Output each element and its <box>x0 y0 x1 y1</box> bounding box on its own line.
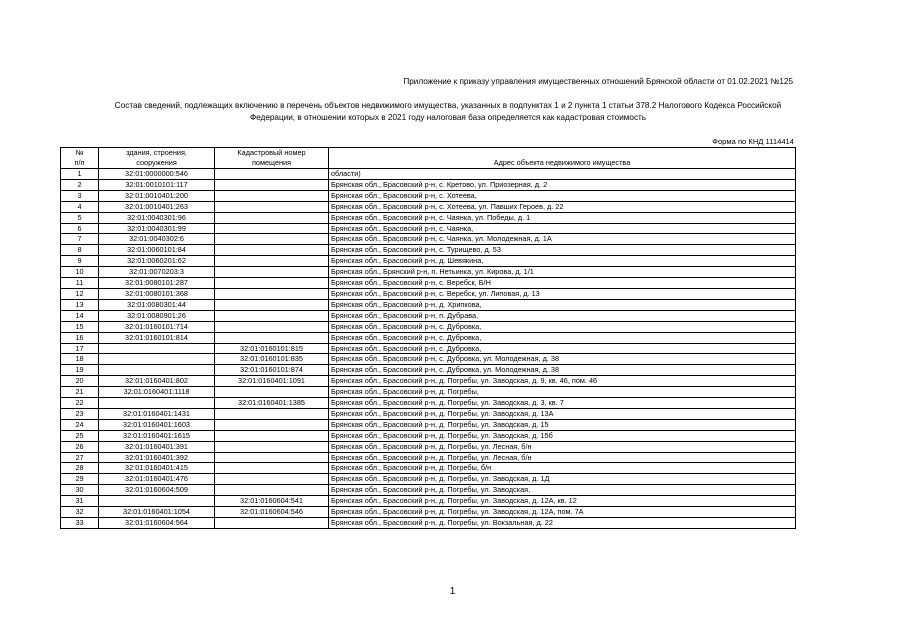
room-cadastral-cell: 32:01:0160604:541 <box>215 496 329 507</box>
address-cell: Брянская обл., Брасовский р-н, д. Погребы, ул. Вокзальная, д. 22 <box>329 518 796 529</box>
table-row <box>61 190 796 201</box>
row-number-cell: 30 <box>61 485 99 496</box>
room-cadastral-cell <box>215 463 329 474</box>
room-cadastral-cell <box>215 518 329 529</box>
room-cadastral-cell <box>215 256 329 267</box>
address-cell: Брянская обл., Брасовский р-н, д. Погребы, ул. Заводская, д. 1Д <box>329 474 796 485</box>
row-number-cell: 33 <box>61 518 99 529</box>
table-row <box>61 452 796 463</box>
building-cadastral-cell: 32:01:0160401:392 <box>99 452 215 463</box>
table-row <box>61 234 796 245</box>
row-number-cell: 22 <box>61 398 99 409</box>
table-row <box>61 278 796 289</box>
header-address-top <box>329 148 796 159</box>
row-number-cell: 24 <box>61 419 99 430</box>
table-row <box>61 256 796 267</box>
building-cadastral-cell: 32:01:0060101:84 <box>99 245 215 256</box>
building-cadastral-cell: 32:01:0160401:391 <box>99 441 215 452</box>
table-row <box>61 441 796 452</box>
room-cadastral-cell <box>215 310 329 321</box>
building-cadastral-cell: 32:01:0160401:802 <box>99 376 215 387</box>
address-cell: области) <box>329 169 796 180</box>
building-cadastral-cell <box>99 343 215 354</box>
building-cadastral-cell: 32:01:0160101:814 <box>99 332 215 343</box>
building-cadastral-cell: 32:01:0060201:62 <box>99 256 215 267</box>
building-cadastral-cell: 32:01:0160604:509 <box>99 485 215 496</box>
address-cell: Брянская обл., Брасовский р-н, д. Шевякина, <box>329 256 796 267</box>
building-cadastral-cell: 32:01:0160401:415 <box>99 463 215 474</box>
address-cell: Брянская обл., Брасовский р-н, с. Турищево, д. 53 <box>329 245 796 256</box>
table-row <box>61 267 796 278</box>
room-cadastral-cell: 32:01:0160101:835 <box>215 354 329 365</box>
address-cell: Брянская обл., Брасовский р-н, с. Хотеева, ул. Павших Героев, д. 22 <box>329 201 796 212</box>
row-number-cell: 32 <box>61 507 99 518</box>
room-cadastral-cell: 32:01:0160101:874 <box>215 365 329 376</box>
room-cadastral-cell <box>215 419 329 430</box>
address-cell: Брянская обл., Брасовский р-н, с. Веребск, ул. Липовая, д. 13 <box>329 288 796 299</box>
building-cadastral-cell: 32:01:0160401:1118 <box>99 387 215 398</box>
header-number-bottom: п/п <box>61 158 99 169</box>
building-cadastral-cell: 32:01:0160401:476 <box>99 474 215 485</box>
page-number: 1 <box>449 586 456 597</box>
address-cell: Брянская обл., Брасовский р-н, д. Погребы, ул. Заводская, д. 15 <box>329 419 796 430</box>
row-number-cell: 3 <box>61 190 99 201</box>
row-number-cell: 18 <box>61 354 99 365</box>
building-cadastral-cell <box>99 496 215 507</box>
room-cadastral-cell <box>215 234 329 245</box>
row-number-cell: 9 <box>61 256 99 267</box>
room-cadastral-cell <box>215 408 329 419</box>
table-row <box>61 485 796 496</box>
room-cadastral-cell <box>215 223 329 234</box>
room-cadastral-cell <box>215 430 329 441</box>
room-cadastral-cell: 32:01:0160101:815 <box>215 343 329 354</box>
table-row <box>61 288 796 299</box>
address-cell: Брянская обл., Брасовский р-н, д. Погребы, ул. Заводская, д. 3, кв. 7 <box>329 398 796 409</box>
address-cell: Брянская обл., Брасовский р-н, с. Дубровка, <box>329 321 796 332</box>
header-number-top: № <box>61 148 99 159</box>
building-cadastral-cell <box>99 365 215 376</box>
room-cadastral-cell: 32:01:0160401:1385 <box>215 398 329 409</box>
address-cell: Брянская обл., Брасовский р-н, с. Дубровка, ул. Молодежная, д. 38 <box>329 354 796 365</box>
row-number-cell: 1 <box>61 169 99 180</box>
table-row <box>61 496 796 507</box>
row-number-cell: 26 <box>61 441 99 452</box>
building-cadastral-cell: 32:01:0160604:564 <box>99 518 215 529</box>
address-cell: Брянская обл., Брасовский р-н, д. Погребы, <box>329 387 796 398</box>
table-row <box>61 507 796 518</box>
row-number-cell: 10 <box>61 267 99 278</box>
table-row <box>61 430 796 441</box>
row-number-cell: 13 <box>61 299 99 310</box>
table-row <box>61 419 796 430</box>
annex-reference: Приложение к приказу управления имущественных отношений Брянской области от 01.02.2021 №125 <box>403 77 793 86</box>
document-intro <box>60 100 836 124</box>
row-number-cell: 15 <box>61 321 99 332</box>
address-cell: Брянская обл., Брасовский р-н, с. Веребск, Б/Н <box>329 278 796 289</box>
building-cadastral-cell: 32:01:0040302:6 <box>99 234 215 245</box>
address-cell: Брянская обл., Брасовский р-н, д. Погребы, ул. Лесная, б/н <box>329 452 796 463</box>
form-code-label: Форма по КНД 1114414 <box>712 137 794 146</box>
row-number-cell: 31 <box>61 496 99 507</box>
room-cadastral-cell: 32:01:0160604:546 <box>215 507 329 518</box>
building-cadastral-cell: 32:01:0080301:44 <box>99 299 215 310</box>
row-number-cell: 19 <box>61 365 99 376</box>
room-cadastral-cell <box>215 387 329 398</box>
room-cadastral-cell <box>215 179 329 190</box>
table-row <box>61 463 796 474</box>
table-header-row <box>61 158 796 169</box>
address-cell: Брянская обл., Брасовский р-н, с. Чаянка, ул. Молодежная, д. 1А <box>329 234 796 245</box>
room-cadastral-cell <box>215 278 329 289</box>
address-cell: Брянская обл., Брасовский р-н, д. Хрипкова, <box>329 299 796 310</box>
address-cell: Брянская обл., Брасовский р-н, д. Погребы, ул. Заводская, д. 12А, пом. 7А <box>329 507 796 518</box>
room-cadastral-cell <box>215 201 329 212</box>
table-row <box>61 223 796 234</box>
room-cadastral-cell <box>215 321 329 332</box>
address-cell: Брянская обл., Брасовский р-н, с. Дубровка, <box>329 343 796 354</box>
address-cell: Брянская обл., Брасовский р-н, с. Дубровка, <box>329 332 796 343</box>
row-number-cell: 2 <box>61 179 99 190</box>
table-row <box>61 321 796 332</box>
table-row <box>61 518 796 529</box>
table-row <box>61 332 796 343</box>
room-cadastral-cell <box>215 474 329 485</box>
row-number-cell: 12 <box>61 288 99 299</box>
room-cadastral-cell <box>215 245 329 256</box>
address-cell: Брянская обл., Брасовский р-н, д. Погребы, ул. Заводская, <box>329 485 796 496</box>
building-cadastral-cell: 32:01:0160401:1431 <box>99 408 215 419</box>
building-cadastral-cell: 32:01:0010401:263 <box>99 201 215 212</box>
row-number-cell: 5 <box>61 212 99 223</box>
address-cell: Брянская обл., Брасовский р-н, с. Дубровка, ул. Молодежная, д. 38 <box>329 365 796 376</box>
address-cell: Брянская обл., Брасовский р-н, д. Погребы, б/н <box>329 463 796 474</box>
room-cadastral-cell <box>215 169 329 180</box>
building-cadastral-cell: 32:01:0080101:287 <box>99 278 215 289</box>
building-cadastral-cell: 32:01:0160401:1615 <box>99 430 215 441</box>
building-cadastral-cell: 32:01:0010101:117 <box>99 179 215 190</box>
header-room-top: Кадастровый номер <box>215 148 329 159</box>
intro-line-2: Федерации, в отношении которых в 2021 году налоговая база определяется как кадастровая стоимость <box>249 113 647 122</box>
table-row <box>61 398 796 409</box>
table-row <box>61 474 796 485</box>
address-cell: Брянская обл., Брасовский р-н, д. Погребы, ул. Заводская, д. 12А, кв. 12 <box>329 496 796 507</box>
building-cadastral-cell: 32:01:0080901:26 <box>99 310 215 321</box>
room-cadastral-cell <box>215 288 329 299</box>
room-cadastral-cell <box>215 190 329 201</box>
building-cadastral-cell: 32:01:0160101:714 <box>99 321 215 332</box>
building-cadastral-cell: 32:01:0160401:1603 <box>99 419 215 430</box>
building-cadastral-cell <box>99 398 215 409</box>
table-row <box>61 169 796 180</box>
header-room-bottom: помещения <box>215 158 329 169</box>
building-cadastral-cell: 32:01:0160401:1054 <box>99 507 215 518</box>
table-row <box>61 212 796 223</box>
row-number-cell: 25 <box>61 430 99 441</box>
room-cadastral-cell <box>215 212 329 223</box>
row-number-cell: 6 <box>61 223 99 234</box>
row-number-cell: 14 <box>61 310 99 321</box>
table-row <box>61 408 796 419</box>
address-cell: Брянская обл., Брасовский р-н, с. Кретово, ул. Приозерная, д. 2 <box>329 179 796 190</box>
header-building-bottom: сооружения <box>99 158 215 169</box>
address-cell: Брянская обл., Брасовский р-н, п. Дубрава, <box>329 310 796 321</box>
room-cadastral-cell <box>215 332 329 343</box>
address-cell: Брянская обл., Брасовский р-н, с. Хотеева, <box>329 190 796 201</box>
address-cell: Брянская обл., Брасовский р-н, д. Погребы, ул. Заводская, д. 15б <box>329 430 796 441</box>
building-cadastral-cell: 32:01:0010401:200 <box>99 190 215 201</box>
table-row <box>61 299 796 310</box>
building-cadastral-cell: 32:01:0070203:3 <box>99 267 215 278</box>
room-cadastral-cell <box>215 267 329 278</box>
building-cadastral-cell: 32:01:0040301:96 <box>99 212 215 223</box>
row-number-cell: 29 <box>61 474 99 485</box>
table-row <box>61 365 796 376</box>
table-header-row <box>61 148 796 159</box>
table-row <box>61 387 796 398</box>
building-cadastral-cell: 32:01:0000000:546 <box>99 169 215 180</box>
table-row <box>61 376 796 387</box>
header-building-top: здания, строения, <box>99 148 215 159</box>
address-cell: Брянская обл., Брасовский р-н, с. Чаянка, ул. Победы, д. 1 <box>329 212 796 223</box>
room-cadastral-cell: 32:01:0160401:1091 <box>215 376 329 387</box>
address-cell: Брянская обл., Брянский р-н, п. Нетьинка, ул. Кирова, д. 1/1 <box>329 267 796 278</box>
address-cell: Брянская обл., Брасовский р-н, д. Погребы, ул. Заводская, д. 9, кв. 46, пом. 46 <box>329 376 796 387</box>
property-register-table <box>60 147 796 529</box>
table-row <box>61 245 796 256</box>
building-cadastral-cell: 32:01:0080101:368 <box>99 288 215 299</box>
room-cadastral-cell <box>215 452 329 463</box>
room-cadastral-cell <box>215 485 329 496</box>
building-cadastral-cell: 32:01:0040301:99 <box>99 223 215 234</box>
row-number-cell: 27 <box>61 452 99 463</box>
row-number-cell: 11 <box>61 278 99 289</box>
address-cell: Брянская обл., Брасовский р-н, д. Погребы, ул. Заводская, д. 13А <box>329 408 796 419</box>
table-row <box>61 343 796 354</box>
row-number-cell: 23 <box>61 408 99 419</box>
table-row <box>61 179 796 190</box>
intro-line-1: Состав сведений, подлежащих включению в перечень объектов недвижимого имущества, указанных в подпунктах 1 и 2 пункта 1 статьи 378.2 Налогового Кодекса Российской <box>114 101 782 110</box>
row-number-cell: 8 <box>61 245 99 256</box>
row-number-cell: 17 <box>61 343 99 354</box>
row-number-cell: 28 <box>61 463 99 474</box>
row-number-cell: 4 <box>61 201 99 212</box>
row-number-cell: 21 <box>61 387 99 398</box>
building-cadastral-cell <box>99 354 215 365</box>
room-cadastral-cell <box>215 441 329 452</box>
table-row <box>61 201 796 212</box>
room-cadastral-cell <box>215 299 329 310</box>
table-row <box>61 354 796 365</box>
header-address-bottom: Адрес объекта недвижимого имущества <box>329 158 796 169</box>
address-cell: Брянская обл., Брасовский р-н, с. Чаянка, <box>329 223 796 234</box>
row-number-cell: 7 <box>61 234 99 245</box>
row-number-cell: 20 <box>61 376 99 387</box>
row-number-cell: 16 <box>61 332 99 343</box>
table-row <box>61 310 796 321</box>
address-cell: Брянская обл., Брасовский р-н, д. Погребы, ул. Лесная, б/н <box>329 441 796 452</box>
